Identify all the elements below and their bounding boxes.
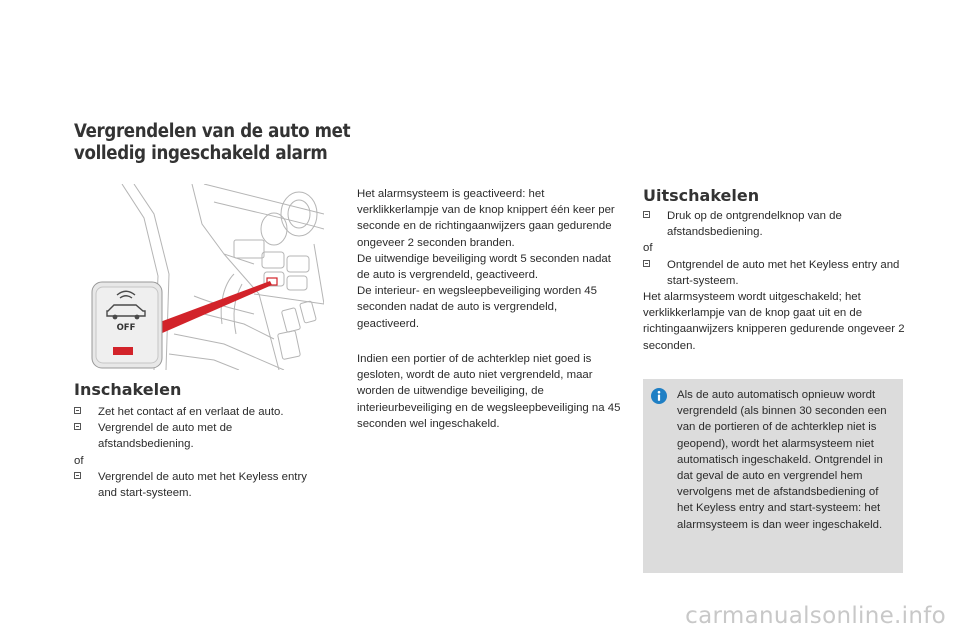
middle-column-bottom: [357, 351, 622, 432]
inschakelen-list: [74, 404, 329, 501]
checkbox-icon: [74, 472, 81, 479]
checkbox-icon: [643, 211, 650, 218]
checkbox-icon: [74, 423, 81, 430]
list-item: Zet het contact af en verlaat de auto.: [74, 404, 329, 420]
list-item: of: [643, 242, 653, 255]
checkbox-icon: [74, 407, 81, 414]
paragraph: De interieur- en wegsleepbeveiliging worden 45 seconden nadat de auto is vergrendeld, geactiveerd.: [357, 285, 597, 330]
inschakelen-heading: Inschakelen: [74, 380, 182, 399]
page-title-line-2: volledig ingeschakeld alarm: [74, 143, 328, 164]
watermark: carmanualsonline.info: [685, 603, 946, 629]
list-item: Ontgrendel de auto met het Keyless entry and start-systeem.: [643, 257, 905, 289]
uitschakelen-heading: Uitschakelen: [643, 186, 760, 205]
info-box: [643, 379, 903, 573]
dashboard-illustration: [74, 184, 324, 370]
middle-column-top: [357, 186, 622, 332]
page-title-line-1: Vergrendelen van de auto met: [74, 121, 351, 142]
paragraph: Het alarmsysteem wordt uitgeschakeld; het verklikkerlampje van de knop gaat uit en de richtingaanwijzers knipperen gedurende ongeveer 2 seconden.: [643, 291, 905, 352]
off-label: OFF: [116, 323, 136, 333]
checkbox-icon: [643, 260, 650, 267]
list-item: Druk op de ontgrendelknop van de afstandsbediening.: [643, 208, 905, 240]
paragraph: De uitwendige beveiliging wordt 5 seconden nadat de auto is vergrendeld, geactiveerd.: [357, 252, 611, 282]
info-text: Als de auto automatisch opnieuw wordt vergrendeld (als binnen 30 seconden een van de portieren of de achterklep niet is geopend), wordt het alarmsysteem niet automatisch ingeschakeld. Ontgrendel in dat geval de auto en vergrendel hem vervolgens met de afstandsbediening of het Keyless entry and start-systeem: het alarmsysteem is dan weer ingeschakeld.: [677, 389, 887, 531]
info-icon: [651, 388, 667, 404]
page-title: [74, 121, 350, 165]
list-item: Vergrendel de auto met de afstandsbediening.: [74, 420, 329, 452]
alarm-button-callout: [92, 282, 162, 368]
uitschakelen-list: [643, 208, 905, 354]
paragraph: Indien een portier of de achterklep niet goed is gesloten, wordt de auto niet vergrendeld, maar worden de uitwendige beveiliging, de interieurbeveiliging en de wegsleepbeveiliging na 45 seconden wel ingeschakeld.: [357, 353, 621, 430]
list-item: Vergrendel de auto met het Keyless entry and start-systeem.: [74, 469, 329, 501]
list-item: of: [74, 454, 84, 467]
paragraph: Het alarmsysteem is geactiveerd: het verklikkerlampje van de knop knippert één keer per seconde en de richtingaanwijzers gaan gedurende ongeveer 2 seconden branden.: [357, 188, 615, 249]
